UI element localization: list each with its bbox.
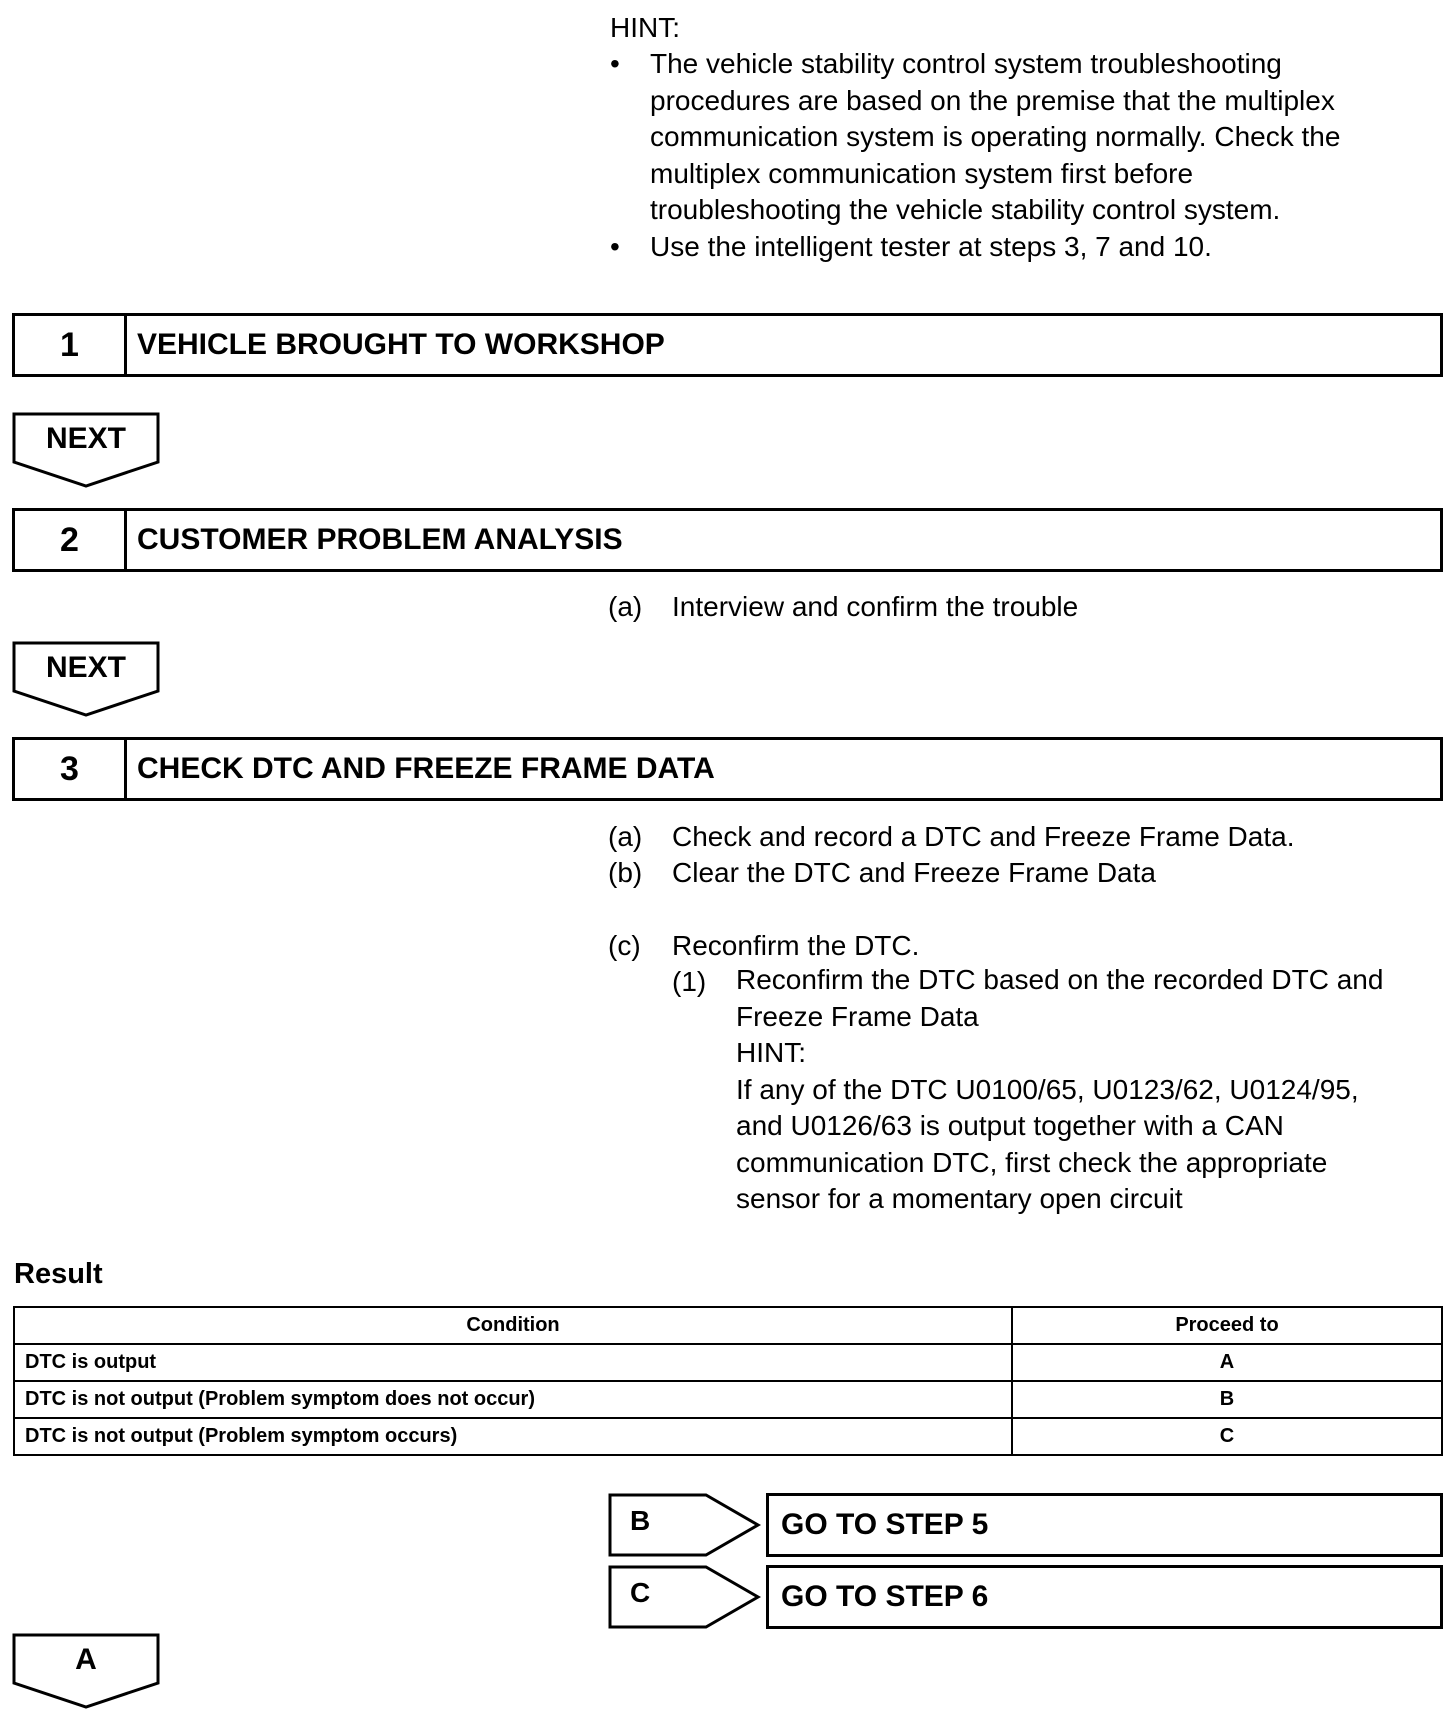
hint-line: communication system is operating normally. Check the — [650, 121, 1341, 152]
hint-bullet — [610, 229, 1340, 266]
step-number: 3 — [15, 740, 127, 798]
subitem-line: HINT: — [736, 1037, 806, 1068]
item-text: Interview and confirm the trouble — [672, 591, 1079, 622]
item-label: (a) — [608, 821, 643, 852]
hint-bullet — [610, 46, 1340, 229]
proceed-cell: C — [1012, 1418, 1442, 1455]
branch-letter: C — [630, 1577, 651, 1608]
step-3-header — [12, 737, 1443, 801]
branch-c[interactable] — [608, 1565, 1443, 1629]
step-2-header — [12, 508, 1443, 572]
branch-letter: B — [630, 1505, 651, 1536]
item-label: (b) — [608, 857, 643, 888]
result-table — [13, 1306, 1443, 1456]
subitem-label: (1) — [672, 966, 707, 997]
step-number: 1 — [15, 316, 127, 374]
step-number: 2 — [15, 511, 127, 569]
subitem-text — [736, 962, 1383, 1218]
table-row — [14, 1418, 1442, 1455]
proceed-cell: B — [1012, 1381, 1442, 1418]
next-arrow-a[interactable] — [12, 1633, 160, 1709]
subitem-line: communication DTC, first check the appropriate — [736, 1146, 1328, 1178]
column-header-condition: Condition — [14, 1307, 1012, 1344]
step-1-header — [12, 313, 1443, 377]
subitem-line: sensor for a momentary open circuit — [736, 1183, 1183, 1214]
next-label: NEXT — [45, 651, 126, 684]
result-title: Result — [14, 1258, 103, 1290]
item-label: (a) — [608, 591, 643, 622]
arrow-label: A — [75, 1643, 97, 1676]
table-header-row — [14, 1307, 1442, 1344]
goto-step-box: GO TO STEP 5 — [766, 1493, 1443, 1557]
proceed-cell: A — [1012, 1344, 1442, 1381]
item-text: Check and record a DTC and Freeze Frame Data. — [672, 821, 1295, 852]
subitem-line: Freeze Frame Data — [736, 1000, 979, 1032]
next-arrow-step-2[interactable] — [12, 641, 160, 717]
hint-line: • The vehicle stability control system troubleshooting — [650, 48, 1282, 79]
hint-line: multiplex communication system first before — [650, 157, 1194, 189]
table-row — [14, 1381, 1442, 1418]
step-title: VEHICLE BROUGHT TO WORKSHOP — [137, 328, 665, 361]
hint-line: troubleshooting the vehicle stability control system. — [650, 194, 1281, 225]
next-arrow-step-1[interactable] — [12, 412, 160, 488]
column-header-proceed: Proceed to — [1012, 1307, 1442, 1344]
condition-cell: DTC is output — [14, 1344, 1012, 1381]
item-label: (c) — [608, 930, 641, 961]
next-label: NEXT — [45, 422, 126, 455]
hint-line: procedures are based on the premise that the multiplex — [650, 84, 1335, 116]
subitem-line: and U0126/63 is output together with a CAN — [736, 1110, 1284, 1141]
branch-b[interactable] — [608, 1493, 1443, 1557]
hint-list — [610, 46, 1340, 265]
step-title: CUSTOMER PROBLEM ANALYSIS — [137, 523, 623, 556]
subitem-line: Reconfirm the DTC based on the recorded DTC and — [736, 964, 1384, 995]
goto-step-box: GO TO STEP 6 — [766, 1565, 1443, 1629]
condition-cell: DTC is not output (Problem symptom does not occur) — [14, 1381, 1012, 1418]
subitem-line: If any of the DTC U0100/65, U0123/62, U0124/95, — [736, 1073, 1359, 1105]
condition-cell: DTC is not output (Problem symptom occurs) — [14, 1418, 1012, 1455]
hint-label: HINT: — [610, 12, 680, 43]
step-title: CHECK DTC AND FREEZE FRAME DATA — [137, 752, 715, 785]
item-text: Clear the DTC and Freeze Frame Data — [672, 857, 1156, 888]
table-row — [14, 1344, 1442, 1381]
hint-line: • Use the intelligent tester at steps 3, 7 and 10. — [650, 230, 1212, 262]
item-text: Reconfirm the DTC. — [672, 930, 920, 961]
